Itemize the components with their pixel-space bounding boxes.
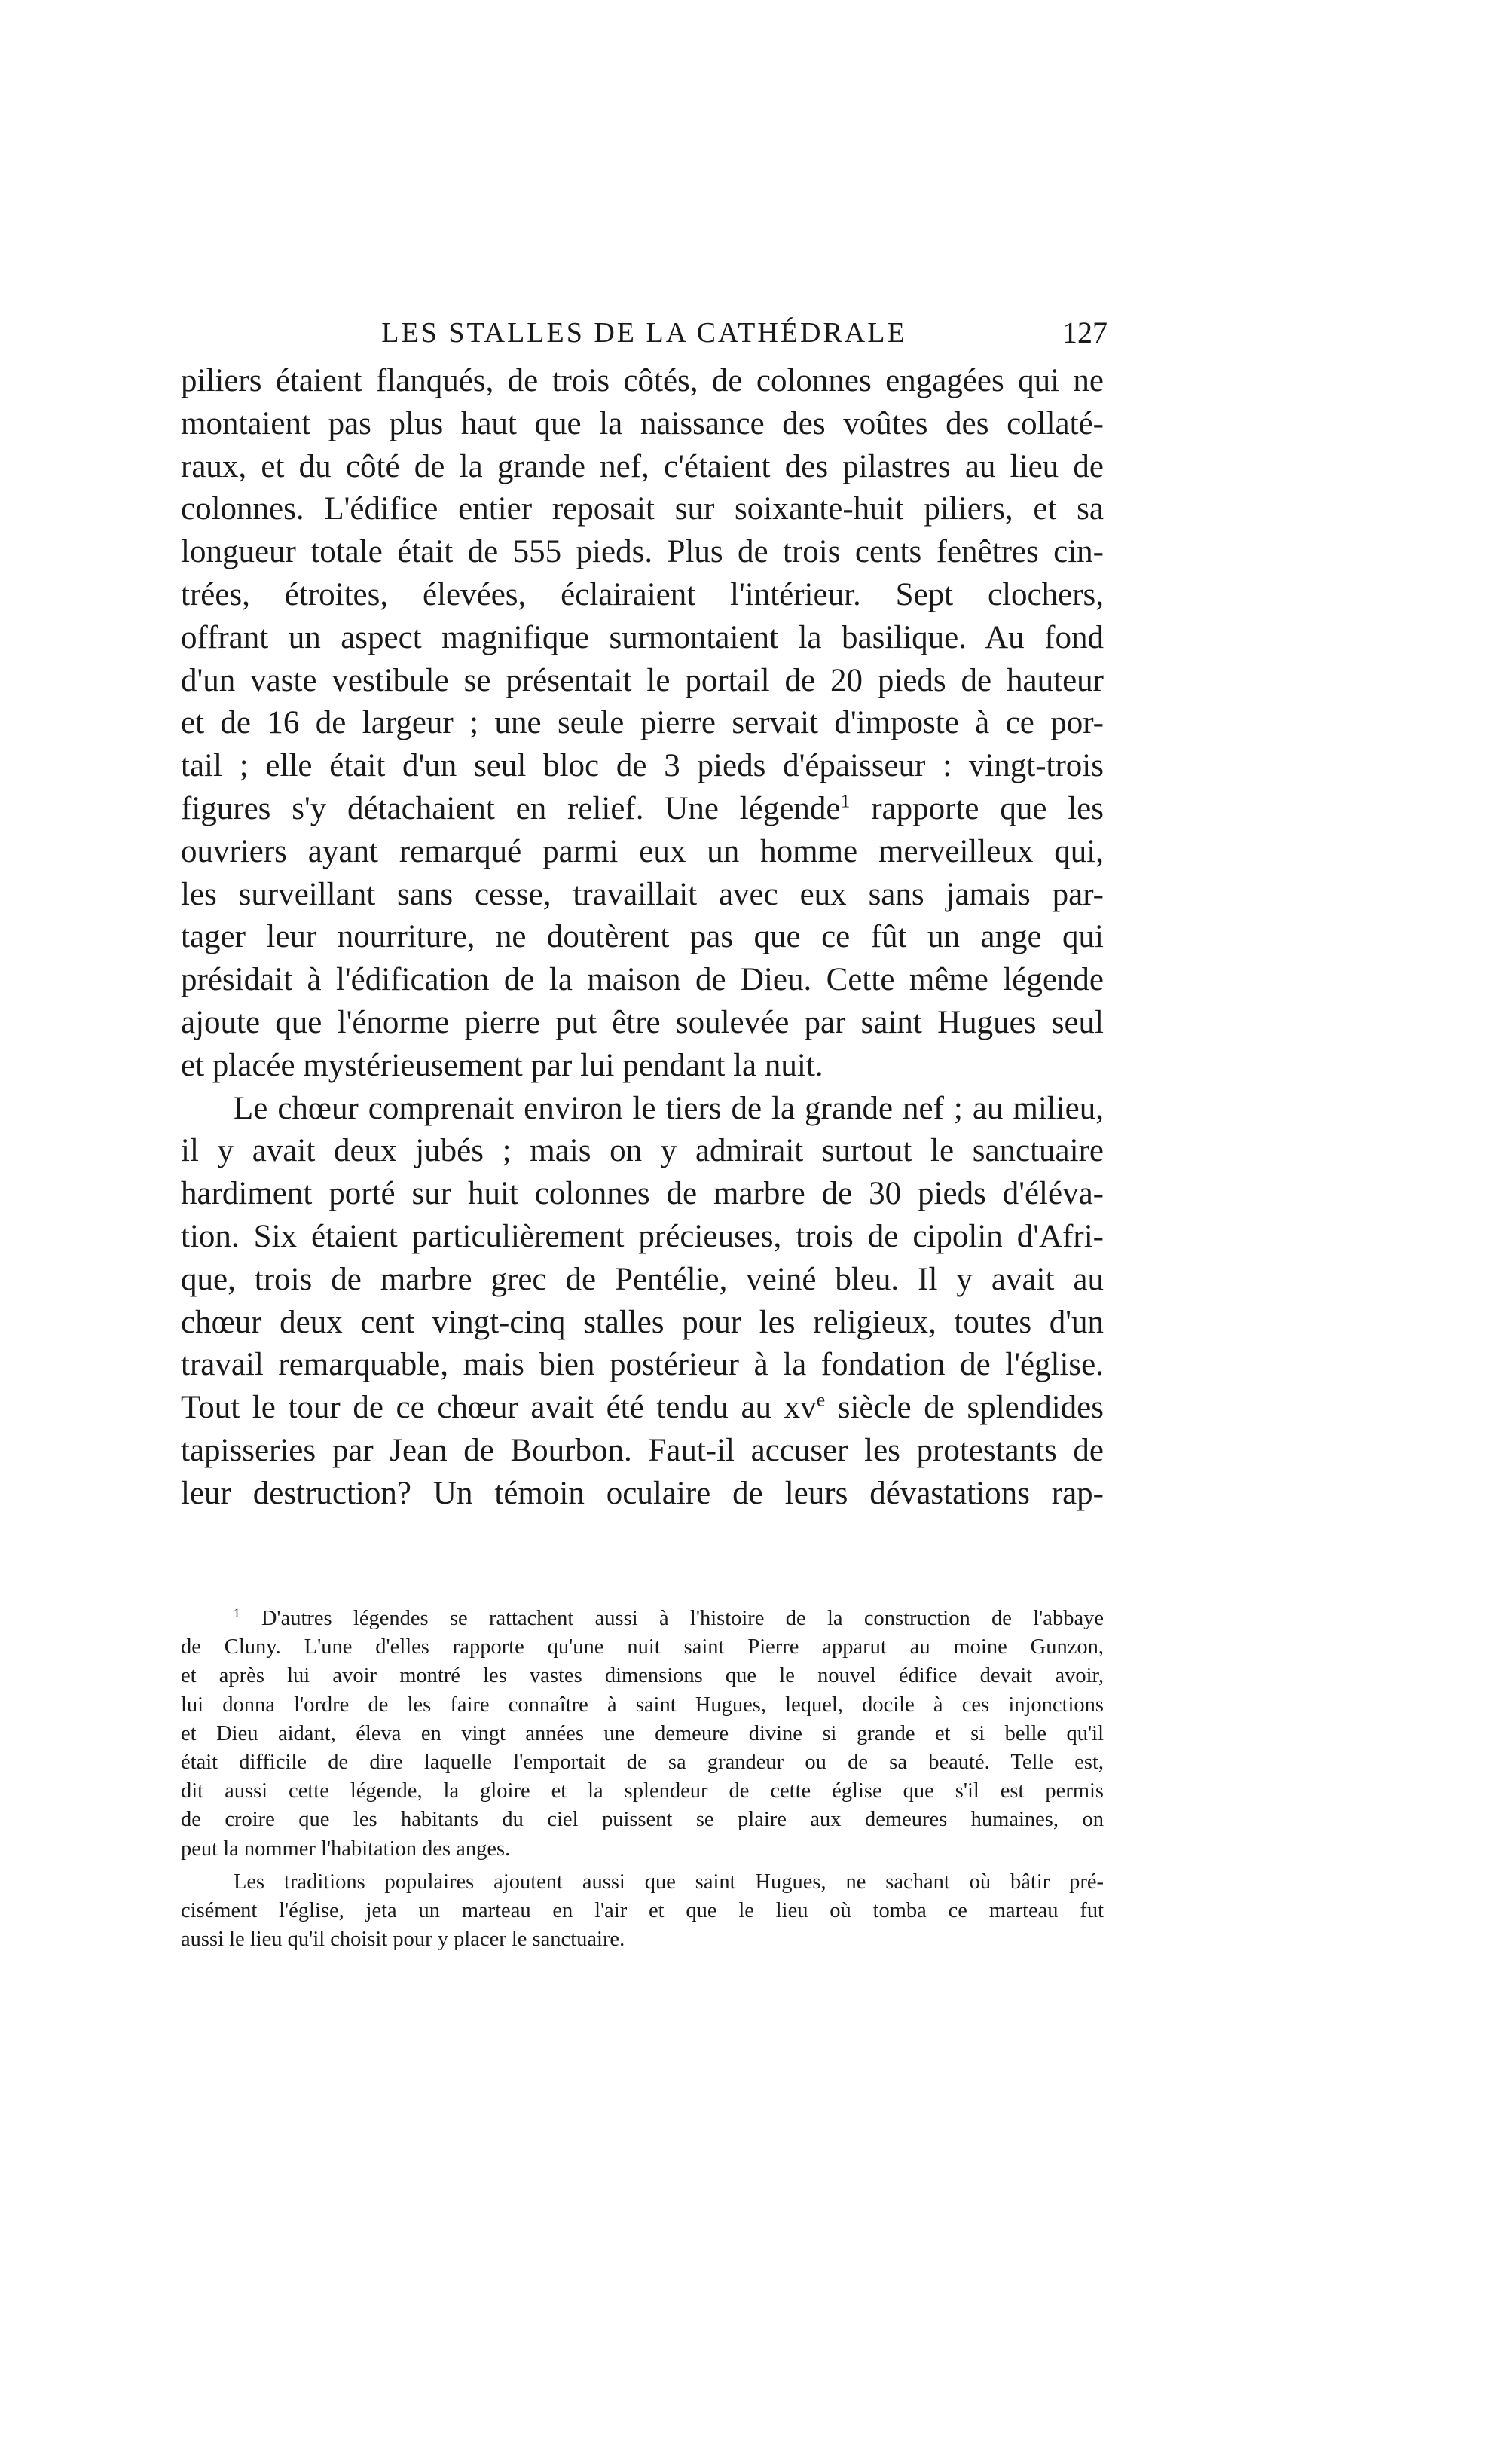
text-line: et placée mystérieusement par lui pendant la nuit. <box>181 1047 823 1083</box>
footnote-line: aussi le lieu qu'il choisit pour y placer le sanctuaire. <box>181 1928 625 1952</box>
footnote-reference: 1 <box>840 789 851 812</box>
text-line: travail remarquable, mais bien postérieur à la fondation de l'église. <box>181 1347 1104 1383</box>
text-line: offrant un aspect magnifique surmontaient la basilique. Au fond <box>181 619 1104 655</box>
footnote-marker: 1 <box>234 1605 240 1620</box>
footnote-line: lui donna l'ordre de les faire connaître à saint Hugues, lequel, docile à ces injonctions <box>181 1693 1104 1717</box>
text-line: raux, et du côté de la grande nef, c'étaient des pilastres au lieu de <box>181 448 1104 484</box>
text-line: montaient pas plus haut que la naissance des voûtes des collaté- <box>181 405 1104 441</box>
footnote-1 <box>181 1605 1104 1864</box>
century-superscript: e <box>816 1388 826 1411</box>
text-line: longueur totale était de 555 pieds. Plus de trois cents fenêtres cin- <box>181 534 1104 570</box>
running-title: LES STALLES DE LA CATHÉDRALE <box>381 317 907 349</box>
text-line: tapisseries par Jean de Bourbon. Faut-il accuser les protestants de <box>181 1432 1104 1468</box>
text-line: et de 16 de largeur ; une seule pierre servait d'imposte à ce por- <box>181 705 1104 741</box>
text-segment: rapporte que les <box>850 790 1104 826</box>
footnote-line: et Dieu aidant, éleva en vingt années une demeure divine si grande et si belle qu'il <box>181 1721 1104 1745</box>
text-segment: siècle de splendides <box>825 1390 1104 1426</box>
text-line: d'un vaste vestibule se présentait le portail de 20 pieds de hauteur <box>181 662 1104 698</box>
footnote-2 <box>181 1868 1104 1955</box>
text-line: tion. Six étaient particulièrement précieuses, trois de cipolin d'Afri- <box>181 1218 1104 1254</box>
main-text <box>181 360 1104 1516</box>
text-line: chœur deux cent vingt-cinq stalles pour les religieux, toutes d'un <box>181 1304 1104 1340</box>
text-segment: D'autres légendes se rattachent aussi à l'histoire de la construction de l'abbaye <box>240 1607 1104 1630</box>
text-line: présidait à l'édification de la maison de Dieu. Cette même légende <box>181 962 1104 998</box>
page-number: 127 <box>1062 316 1108 350</box>
footnotes <box>181 1605 1104 1954</box>
text-line: ajoute que l'énorme pierre put être soulevée par saint Hugues seul <box>181 1004 1104 1040</box>
footnote-line: de croire que les habitants du ciel puissent se plaire aux demeures humaines, on <box>181 1808 1104 1832</box>
text-segment: Tout le tour de ce chœur avait été tendu au xv <box>181 1390 817 1426</box>
text-line: Le chœur comprenait environ le tiers de la grande nef ; au milieu, <box>234 1090 1104 1126</box>
text-segment: figures s'y détachaient en relief. Une légende <box>181 790 841 826</box>
footnote-line: et après lui avoir montré les vastes dimensions que le nouvel édifice devait avoir, <box>181 1664 1104 1688</box>
text-line: hardiment porté sur huit colonnes de marbre de 30 pieds d'éléva- <box>181 1176 1104 1212</box>
text-line: les surveillant sans cesse, travaillait avec eux sans jamais par- <box>181 876 1104 912</box>
footnote-line: dit aussi cette légende, la gloire et la splendeur de cette église que s'il est permis <box>181 1779 1104 1803</box>
footnote-line: était difficile de dire laquelle l'emportait de sa grandeur ou de sa beauté. Telle est, <box>181 1751 1104 1775</box>
running-head <box>181 310 1108 356</box>
text-line: que, trois de marbre grec de Pentélie, veiné bleu. Il y avait au <box>181 1261 1104 1297</box>
text-line: trées, étroites, élevées, éclairaient l'intérieur. Sept clochers, <box>181 576 1104 612</box>
text-line: colonnes. L'édifice entier reposait sur soixante-huit piliers, et sa <box>181 491 1104 527</box>
footnote-line: peut la nommer l'habitation des anges. <box>181 1837 511 1861</box>
footnote-line: de Cluny. L'une d'elles rapporte qu'une nuit saint Pierre apparut au moine Gunzon, <box>181 1635 1104 1659</box>
text-line <box>181 1387 1104 1430</box>
text-line <box>181 788 1104 831</box>
paragraph-1 <box>181 360 1104 1088</box>
paragraph-2 <box>181 1088 1104 1516</box>
text-line: tager leur nourriture, ne doutèrent pas que ce fût un ange qui <box>181 919 1104 955</box>
text-line: ouvriers ayant remarqué parmi eux un homme merveilleux qui, <box>181 833 1104 869</box>
text-line: il y avait deux jubés ; mais on y admirait surtout le sanctuaire <box>181 1133 1104 1169</box>
footnote-line: cisément l'église, jeta un marteau en l'air et que le lieu où tomba ce marteau fut <box>181 1899 1104 1923</box>
text-line: piliers étaient flanqués, de trois côtés, de colonnes engagées qui ne <box>181 363 1104 398</box>
footnote-line: Les traditions populaires ajoutent aussi que saint Hugues, ne sachant où bâtir pré- <box>234 1870 1104 1894</box>
text-line: leur destruction? Un témoin oculaire de leurs dévastations rap- <box>181 1475 1104 1511</box>
text-line: tail ; elle était d'un seul bloc de 3 pieds d'épaisseur : vingt-trois <box>181 748 1104 784</box>
footnote-line <box>181 1605 1104 1633</box>
